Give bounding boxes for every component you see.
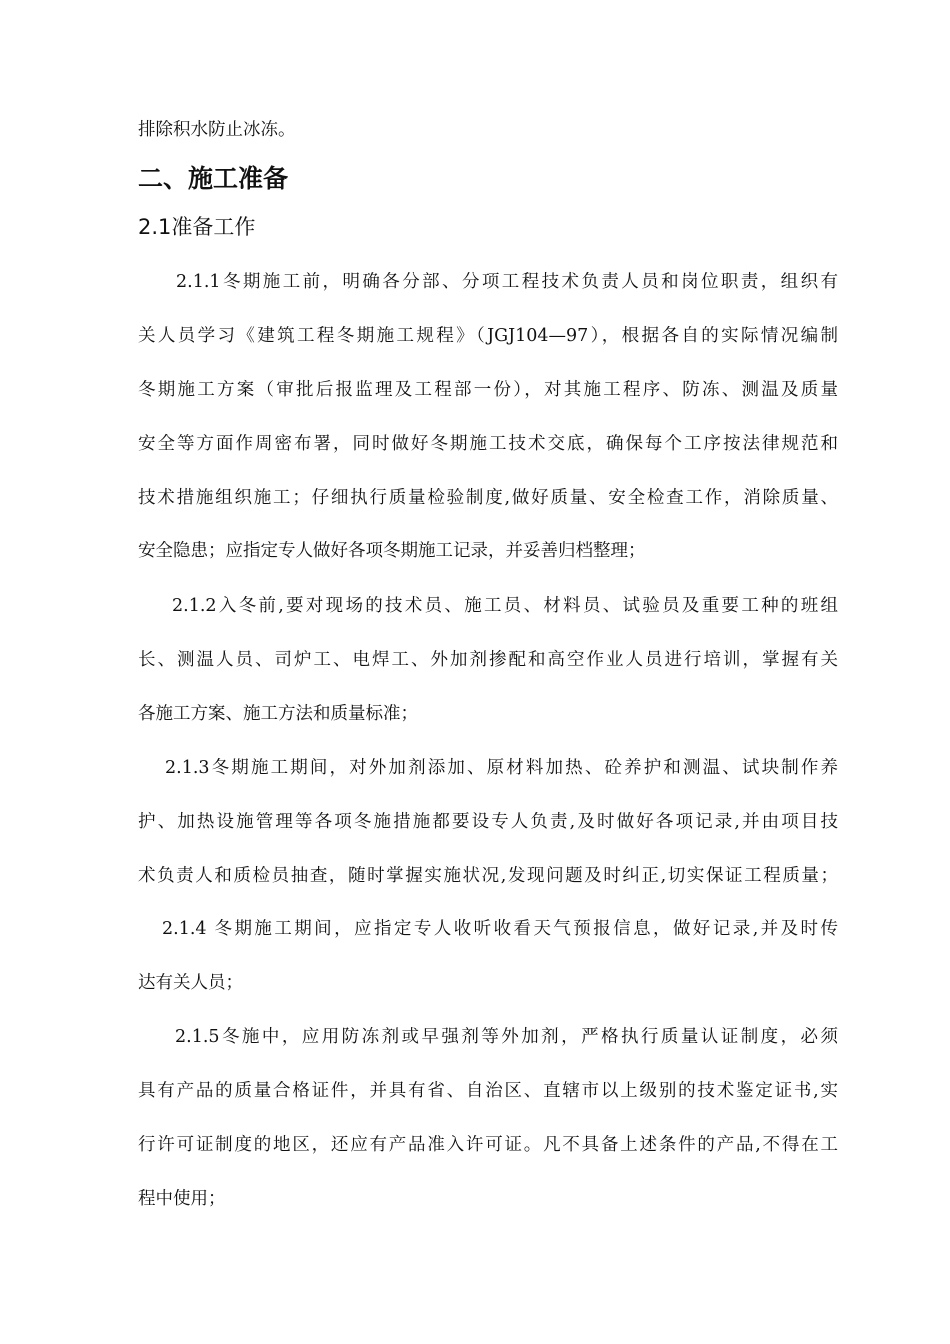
paragraph-2-1-2-line: 长、测温人员、司炉工、电焊工、外加剂掺配和高空作业人员进行培训，掌握有关 (138, 650, 838, 670)
intro-tail-text: 排除积水防止冰冻。 (138, 120, 296, 140)
paragraph-2-1-1-line: 安全等方面作周密布署，同时做好冬期施工技术交底，确保每个工序按法律规范和 (138, 434, 838, 454)
subsection-title: 2.1准备工作 (138, 215, 256, 239)
paragraph-2-1-1-line: 2.1.1冬期施工前，明确各分部、分项工程技术负责人员和岗位职责，组织有 (176, 272, 838, 292)
paragraph-2-1-1-line: 技术措施组织施工；仔细执行质量检验制度,做好质量、安全检查工作，消除质量、 (138, 488, 838, 508)
paragraph-2-1-3-line: 术负责人和质检员抽查，随时掌握实施状况,发现问题及时纠正,切实保证工程质量； (138, 866, 838, 886)
paragraph-2-1-4-line: 2.1.4 冬期施工期间，应指定专人收听收看天气预报信息，做好记录,并及时传 (162, 919, 838, 939)
paragraph-2-1-5-line: 行许可证制度的地区，还应有产品准入许可证。凡不具备上述条件的产品,不得在工 (138, 1135, 838, 1155)
paragraph-2-1-4-line: 达有关人员； (138, 973, 243, 993)
paragraph-2-1-2-line: 各施工方案、施工方法和质量标准； (138, 704, 418, 724)
paragraph-2-1-1-line: 冬期施工方案（审批后报监理及工程部一份），对其施工程序、防冻、测温及质量 (138, 380, 838, 400)
paragraph-2-1-1-line: 关人员学习《建筑工程冬期施工规程》（JGJ104—97），根据各自的实际情况编制 (138, 326, 838, 346)
paragraph-2-1-3-line: 护、加热设施管理等各项冬施措施都要设专人负责,及时做好各项记录,并由项目技 (138, 812, 838, 832)
paragraph-2-1-5-line: 具有产品的质量合格证件，并具有省、自治区、直辖市以上级别的技术鉴定证书,实 (138, 1081, 838, 1101)
paragraph-2-1-1-line: 安全隐患；应指定专人做好各项冬期施工记录，并妥善归档整理； (138, 541, 646, 561)
paragraph-2-1-3-line: 2.1.3冬期施工期间，对外加剂添加、原材料加热、砼养护和测温、试块制作养 (165, 758, 838, 778)
section-title: 二、施工准备 (138, 164, 289, 193)
paragraph-2-1-5-line: 程中使用； (138, 1189, 226, 1209)
paragraph-2-1-2-line: 2.1.2入冬前,要对现场的技术员、施工员、材料员、试验员及重要工种的班组 (172, 596, 838, 616)
paragraph-2-1-5-line: 2.1.5冬施中，应用防冻剂或早强剂等外加剂，严格执行质量认证制度，必须 (175, 1027, 838, 1047)
